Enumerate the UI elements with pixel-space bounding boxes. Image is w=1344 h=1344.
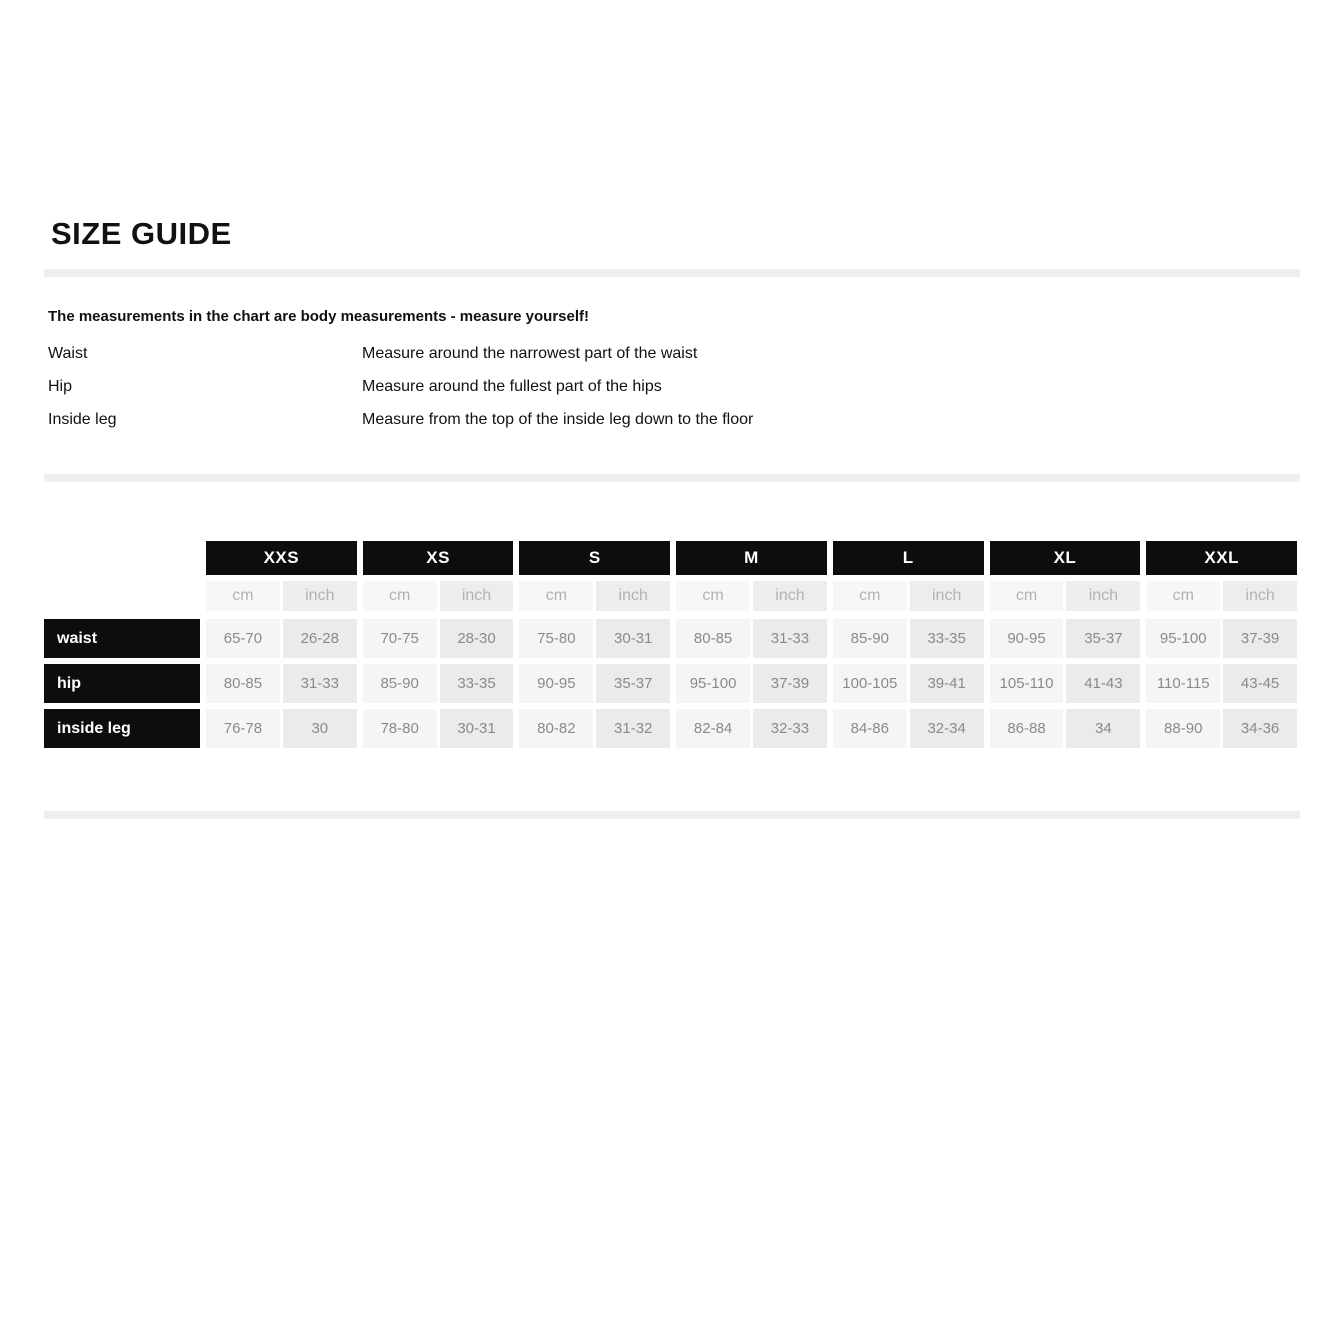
value-pair-m — [676, 664, 827, 703]
measurement-row-inside-leg — [44, 709, 1297, 748]
measurement-instructions — [48, 306, 1148, 430]
cell-inside-leg-xxs-cm: 76-78 — [206, 709, 280, 748]
unit-label-inch: inch — [753, 581, 827, 611]
cell-waist-xxl-cm: 95-100 — [1146, 619, 1220, 658]
unit-label-inch: inch — [1066, 581, 1140, 611]
cell-hip-m-inch: 37-39 — [753, 664, 827, 703]
size-column-header-xxl: XXL — [1146, 541, 1297, 575]
value-pair-xxl — [1146, 709, 1297, 748]
cell-hip-xxs-cm: 80-85 — [206, 664, 280, 703]
cell-inside-leg-xs-inch: 30-31 — [440, 709, 514, 748]
value-pair-l — [833, 664, 984, 703]
cell-inside-leg-xxs-inch: 30 — [283, 709, 357, 748]
size-column-header-xs: XS — [363, 541, 514, 575]
value-pair-l — [833, 619, 984, 658]
units-row — [44, 581, 1297, 611]
value-pair-s — [519, 664, 670, 703]
value-pair-xxl — [1146, 619, 1297, 658]
value-pair-xl — [990, 664, 1141, 703]
unit-label-cm: cm — [519, 581, 593, 611]
cell-inside-leg-xs-cm: 78-80 — [363, 709, 437, 748]
value-pair-s — [519, 709, 670, 748]
cell-waist-m-cm: 80-85 — [676, 619, 750, 658]
cell-hip-xs-cm: 85-90 — [363, 664, 437, 703]
measurement-row-hip — [44, 664, 1297, 703]
cell-waist-xl-inch: 35-37 — [1066, 619, 1140, 658]
cell-hip-xxl-inch: 43-45 — [1223, 664, 1297, 703]
size-column-header-s: S — [519, 541, 670, 575]
unit-label-inch: inch — [910, 581, 984, 611]
value-pair-xs — [363, 709, 514, 748]
cell-waist-xxl-inch: 37-39 — [1223, 619, 1297, 658]
cell-hip-l-inch: 39-41 — [910, 664, 984, 703]
cell-inside-leg-xl-cm: 86-88 — [990, 709, 1064, 748]
row-header-hip: hip — [44, 664, 200, 703]
size-column-header-l: L — [833, 541, 984, 575]
unit-pair-s — [519, 581, 670, 611]
value-pair-xl — [990, 709, 1141, 748]
unit-label-cm: cm — [363, 581, 437, 611]
unit-pair-xs — [363, 581, 514, 611]
section-divider — [44, 811, 1300, 819]
row-header-waist: waist — [44, 619, 200, 658]
definition-row-inside-leg — [48, 410, 1148, 430]
unit-pair-xl — [990, 581, 1141, 611]
cell-waist-l-cm: 85-90 — [833, 619, 907, 658]
page-title: SIZE GUIDE — [51, 216, 232, 251]
unit-pair-xxs — [206, 581, 357, 611]
value-pair-xxs — [206, 664, 357, 703]
value-pair-xxs — [206, 619, 357, 658]
cell-waist-xs-inch: 28-30 — [440, 619, 514, 658]
unit-label-cm: cm — [990, 581, 1064, 611]
definition-row-waist — [48, 344, 1148, 364]
cell-hip-xxs-inch: 31-33 — [283, 664, 357, 703]
value-pair-xs — [363, 664, 514, 703]
cell-inside-leg-l-inch: 32-34 — [910, 709, 984, 748]
cell-inside-leg-m-inch: 32-33 — [753, 709, 827, 748]
definition-description: Measure around the narrowest part of the waist — [362, 345, 698, 362]
unit-label-inch: inch — [1223, 581, 1297, 611]
cell-hip-xs-inch: 33-35 — [440, 664, 514, 703]
unit-pair-xxl — [1146, 581, 1297, 611]
instructions-heading: The measurements in the chart are body measurements - measure yourself! — [48, 308, 590, 325]
section-divider — [44, 269, 1300, 277]
unit-label-cm: cm — [676, 581, 750, 611]
cell-waist-s-cm: 75-80 — [519, 619, 593, 658]
measurement-row-waist — [44, 619, 1297, 658]
cell-inside-leg-s-cm: 80-82 — [519, 709, 593, 748]
cell-hip-xl-cm: 105-110 — [990, 664, 1064, 703]
unit-label-cm: cm — [833, 581, 907, 611]
value-pair-xxs — [206, 709, 357, 748]
cell-waist-xxs-cm: 65-70 — [206, 619, 280, 658]
size-column-header-xl: XL — [990, 541, 1141, 575]
cell-waist-xs-cm: 70-75 — [363, 619, 437, 658]
cell-inside-leg-xxl-cm: 88-90 — [1146, 709, 1220, 748]
cell-inside-leg-xxl-inch: 34-36 — [1223, 709, 1297, 748]
value-pair-xl — [990, 619, 1141, 658]
value-pair-m — [676, 709, 827, 748]
cell-waist-xl-cm: 90-95 — [990, 619, 1064, 658]
definition-row-hip — [48, 377, 1148, 397]
row-header-spacer — [44, 581, 200, 611]
row-header-inside-leg: inside leg — [44, 709, 200, 748]
unit-pair-m — [676, 581, 827, 611]
cell-inside-leg-xl-inch: 34 — [1066, 709, 1140, 748]
value-pair-s — [519, 619, 670, 658]
definition-term: Inside leg — [48, 411, 117, 428]
cell-waist-m-inch: 31-33 — [753, 619, 827, 658]
cell-hip-xl-inch: 41-43 — [1066, 664, 1140, 703]
size-column-header-xxs: XXS — [206, 541, 357, 575]
cell-waist-l-inch: 33-35 — [910, 619, 984, 658]
cell-inside-leg-s-inch: 31-32 — [596, 709, 670, 748]
definition-term: Hip — [48, 378, 73, 395]
value-pair-l — [833, 709, 984, 748]
cell-hip-m-cm: 95-100 — [676, 664, 750, 703]
unit-label-inch: inch — [440, 581, 514, 611]
value-pair-xs — [363, 619, 514, 658]
cell-hip-l-cm: 100-105 — [833, 664, 907, 703]
definition-description: Measure from the top of the inside leg down to the floor — [362, 411, 754, 428]
cell-inside-leg-m-cm: 82-84 — [676, 709, 750, 748]
size-column-header-m: M — [676, 541, 827, 575]
cell-inside-leg-l-cm: 84-86 — [833, 709, 907, 748]
unit-pair-l — [833, 581, 984, 611]
unit-label-inch: inch — [596, 581, 670, 611]
size-header-row — [44, 541, 1297, 575]
unit-label-cm: cm — [1146, 581, 1220, 611]
value-pair-m — [676, 619, 827, 658]
cell-waist-xxs-inch: 26-28 — [283, 619, 357, 658]
section-divider — [44, 474, 1300, 482]
value-pair-xxl — [1146, 664, 1297, 703]
definitions-list — [48, 344, 1148, 430]
unit-label-cm: cm — [206, 581, 280, 611]
definition-term: Waist — [48, 345, 88, 362]
size-table — [44, 541, 1297, 748]
cell-hip-s-cm: 90-95 — [519, 664, 593, 703]
definition-description: Measure around the fullest part of the hips — [362, 378, 662, 395]
cell-hip-xxl-cm: 110-115 — [1146, 664, 1220, 703]
cell-hip-s-inch: 35-37 — [596, 664, 670, 703]
cell-waist-s-inch: 30-31 — [596, 619, 670, 658]
unit-label-inch: inch — [283, 581, 357, 611]
row-header-spacer — [44, 541, 200, 575]
